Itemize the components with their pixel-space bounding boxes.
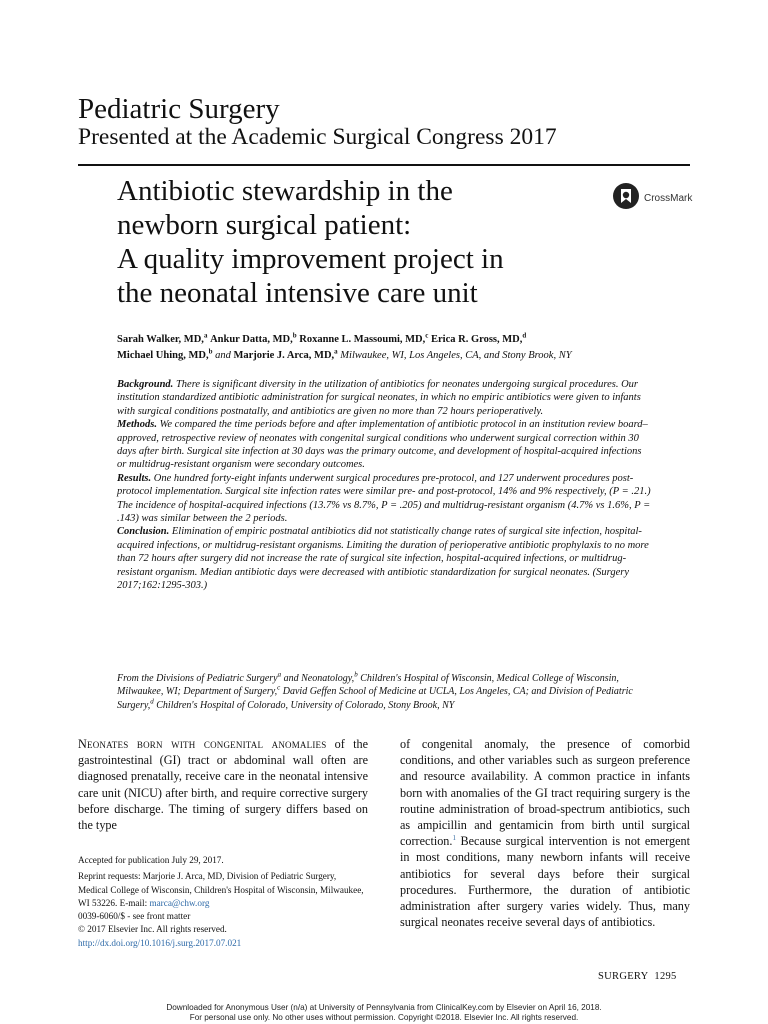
- author-name: Marjorie J. Arca, MD,: [233, 350, 335, 361]
- body-text: of the gastrointestinal (GI) tract or abdominal wall often are diagnosed prenatally, receive care in the neonatal intensive care unit (NICU) after birth, and require corrective surgery before discharge. The timing of surgery differs based on the type: [78, 737, 368, 833]
- affiliations: From the Divisions of Pediatric Surgery$^a$ and Neonatology,$^b$ Children's Hospital of Wisconsin, Medical College of Wisconsin, Milwaukee, WI; Department of Surgery,$^c$ David Geffen School of Medicine at UCLA, Los Angeles, CA; and Division of Pediatric Surgery,$^d$ Children's Hospital of Colorado, University of Colorado, Stony Brook, NY: [117, 670, 633, 711]
- body-column-left: [78, 736, 368, 833]
- author-name: Erica R. Gross, MD,: [431, 334, 523, 345]
- journal-name: Pediatric Surgery: [78, 93, 280, 125]
- authors-and: and: [215, 350, 231, 361]
- crossmark-icon: [612, 182, 640, 215]
- title-line: Antibiotic stewardship in the: [117, 175, 453, 207]
- abstract-text: We compared the time periods before and after implementation of antibiotic protocol in an institution review board–approved, retrospective review of neonates with congenital surgical conditions who underwent surgical correction within 30 days after birth. Surgical site infection at 30 days was the primary outcome, and development of hospital-acquired infections or multidrug-resistant organism were secondary outcomes.: [117, 419, 648, 471]
- footnotes: [78, 854, 368, 950]
- issn: 0039-6060/$ - see front matter: [78, 911, 191, 922]
- title-line: A quality improvement project in: [117, 243, 504, 275]
- lead-in: Neonates born with congenital anomalies: [78, 737, 327, 751]
- download-line: For personal use only. No other uses without permission. Copyright ©2018. Elsevier Inc. All rights reserved.: [189, 1013, 579, 1022]
- author-list: [117, 332, 697, 364]
- title-line: the neonatal intensive care unit: [117, 277, 478, 309]
- reprint-requests: Reprint requests: Marjorie J. Arca, MD, Division of Pediatric Surgery, Medical College of Wisconsin, Children's Hospital of Wisconsin, Milwaukee, WI 53226. E-mail: marca@chw.org: [78, 871, 364, 908]
- author-affil-sup: a: [334, 347, 338, 356]
- page-footer: [598, 971, 677, 982]
- author-locations: Milwaukee, WI, Los Angeles, CA, and Stony Brook, NY: [340, 350, 572, 361]
- author-affil-sup: a: [203, 331, 208, 340]
- download-note: [0, 1003, 768, 1023]
- author-affil-sup: b: [292, 331, 297, 340]
- download-line: Downloaded for Anonymous User (n/a) at University of Pennsylvania from ClinicalKey.com by Elsevier on April 16, 2018.: [166, 1003, 602, 1012]
- author-name: Ankur Datta, MD,: [210, 334, 293, 345]
- copyright: © 2017 Elsevier Inc. All rights reserved.: [78, 924, 227, 935]
- body-column-right: [400, 736, 690, 930]
- author-name: Roxanne L. Massoumi, MD,: [299, 334, 426, 345]
- abstract-text: There is significant diversity in the utilization of antibiotics for neonates undergoing surgical procedures. Our institution standardized antibiotic administration for surgical neonates, in which no empiric antibiotics were given to infants with surgical conditions postnatally, and antibiotics are given no more than 72 hours perioperatively.: [117, 379, 641, 417]
- author-name: Michael Uhing, MD,: [117, 350, 209, 361]
- title-line: newborn surgical patient:: [117, 209, 412, 241]
- author-affil-sup: b: [208, 347, 213, 356]
- abstract-label: Methods.: [117, 419, 157, 431]
- abstract-label: Results.: [117, 472, 152, 484]
- article-title: [117, 174, 597, 310]
- abstract-text: Elimination of empiric postnatal antibiotics did not statistically change rates of surgical site infection, hospital-acquired infections, or multidrug-resistant organisms. Limiting the duration of perioperative antibiotic prophylaxis to no more than 72 hours after surgery did not increase the rate of surgical site infection, hospital-acquired infections, or multidrug-resistant organism. Median antibiotic days were decreased with antibiotic standardization for surgical neonates. (Surgery 2017;162:1295-303.): [117, 526, 649, 592]
- section-name: Presented at the Academic Surgical Congress 2017: [78, 124, 557, 150]
- header-rule: [78, 164, 690, 166]
- abstract: [117, 378, 652, 593]
- crossmark-label: CrossMark: [644, 193, 693, 204]
- abstract-methods: [117, 418, 652, 472]
- email-link[interactable]: marca@chw.org: [149, 897, 210, 908]
- author-name: Sarah Walker, MD,: [117, 334, 204, 345]
- accepted-date: Accepted for publication July 29, 2017.: [78, 855, 224, 865]
- abstract-text: One hundred forty-eight infants underwent surgical procedures pre-protocol, and 127 underwent procedures post-protocol implementation. Surgical site infection rates were similar pre- and post-protocol, 14% and 9% respectively, (P = .21.) The incidence of hospital-acquired infections (13.7% vs 8.7%, P = .205) and multidrug-resistant organism (4.7% vs 1.6%, P = .143) was similar between the 2 periods.: [117, 472, 651, 525]
- abstract-conclusion: [117, 525, 652, 592]
- reference-link[interactable]: 1: [452, 834, 456, 843]
- doi-link[interactable]: http://dx.doi.org/10.1016/j.surg.2017.07.021: [78, 937, 242, 948]
- abstract-label: Conclusion.: [117, 526, 170, 538]
- author-affil-sup: d: [522, 331, 527, 340]
- body-text: Because surgical intervention is not emergent in most conditions, many newborn infants will receive antibiotics for several days before their surgical procedures. Furthermore, the duration of antibiotic administration after surgery varies widely. Thus, many surgical neonates receive several days of antibiotics.: [400, 834, 690, 930]
- abstract-label: Background.: [117, 379, 174, 390]
- abstract-results: [117, 472, 652, 526]
- author-affil-sup: c: [425, 331, 429, 340]
- crossmark-badge[interactable]: [612, 182, 692, 215]
- body-text: of congenital anomaly, the presence of comorbid conditions, and other variables such as surgeon preference and resource availability. A common practice in infants born with anomalies of the GI tract requiring surgery is the routine administration of broad-spectrum antibiotics, such as ampicillin and gentamicin from birth until surgical correction.: [400, 737, 690, 849]
- page-number: 1295: [654, 971, 677, 982]
- footer-journal: SURGERY: [598, 971, 649, 982]
- abstract-background: [117, 378, 652, 418]
